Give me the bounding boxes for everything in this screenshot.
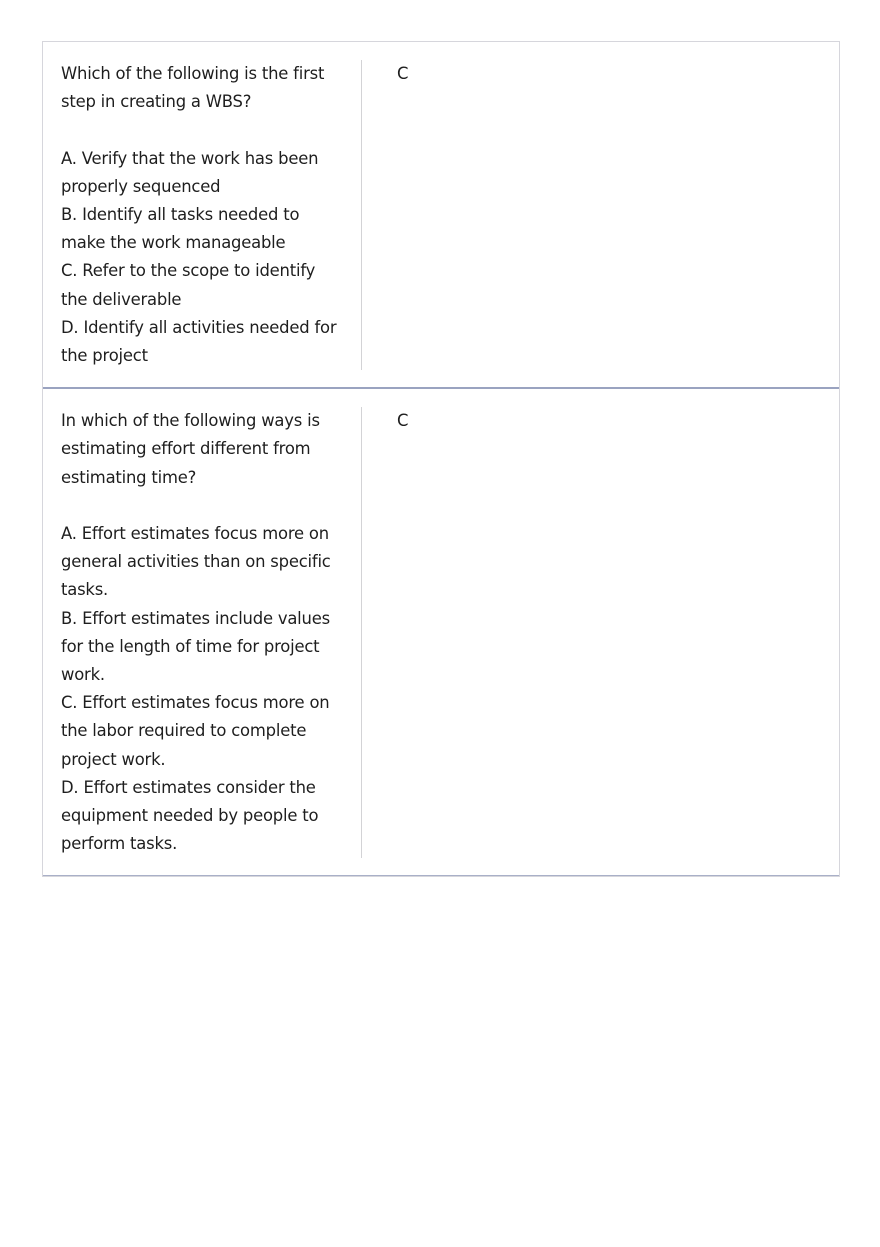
- question-text: In which of the following ways is estimating effort different from estimating time?: [61, 411, 320, 487]
- flashcard: [43, 387, 839, 876]
- option-c: C. Refer to the scope to identify the deliverable: [61, 261, 316, 309]
- option-b: B. Identify all tasks needed to make the work manageable: [61, 205, 300, 253]
- flashcard: [43, 42, 839, 387]
- card-term: [61, 60, 362, 370]
- option-b: B. Effort estimates include values for the length of time for project work.: [61, 608, 330, 685]
- spacer: [61, 116, 341, 144]
- question-text: Which of the following is the first step in creating a WBS?: [61, 64, 325, 112]
- card-answer: C: [397, 411, 409, 431]
- option-d: D. Identify all activities needed for the project: [61, 317, 337, 366]
- option-c: C. Effort estimates focus more on the labor required to complete project work.: [61, 693, 330, 769]
- card-answer: C: [397, 64, 409, 83]
- option-a: A. Verify that the work has been properly sequenced: [61, 148, 319, 196]
- flashcard-list: [42, 41, 840, 877]
- option-d: D. Effort estimates consider the equipment needed by people to perform tasks.: [61, 777, 319, 854]
- card-term: [61, 407, 362, 858]
- option-a: A. Effort estimates focus more on general activities than on specific tasks.: [61, 524, 331, 600]
- spacer: [61, 492, 341, 520]
